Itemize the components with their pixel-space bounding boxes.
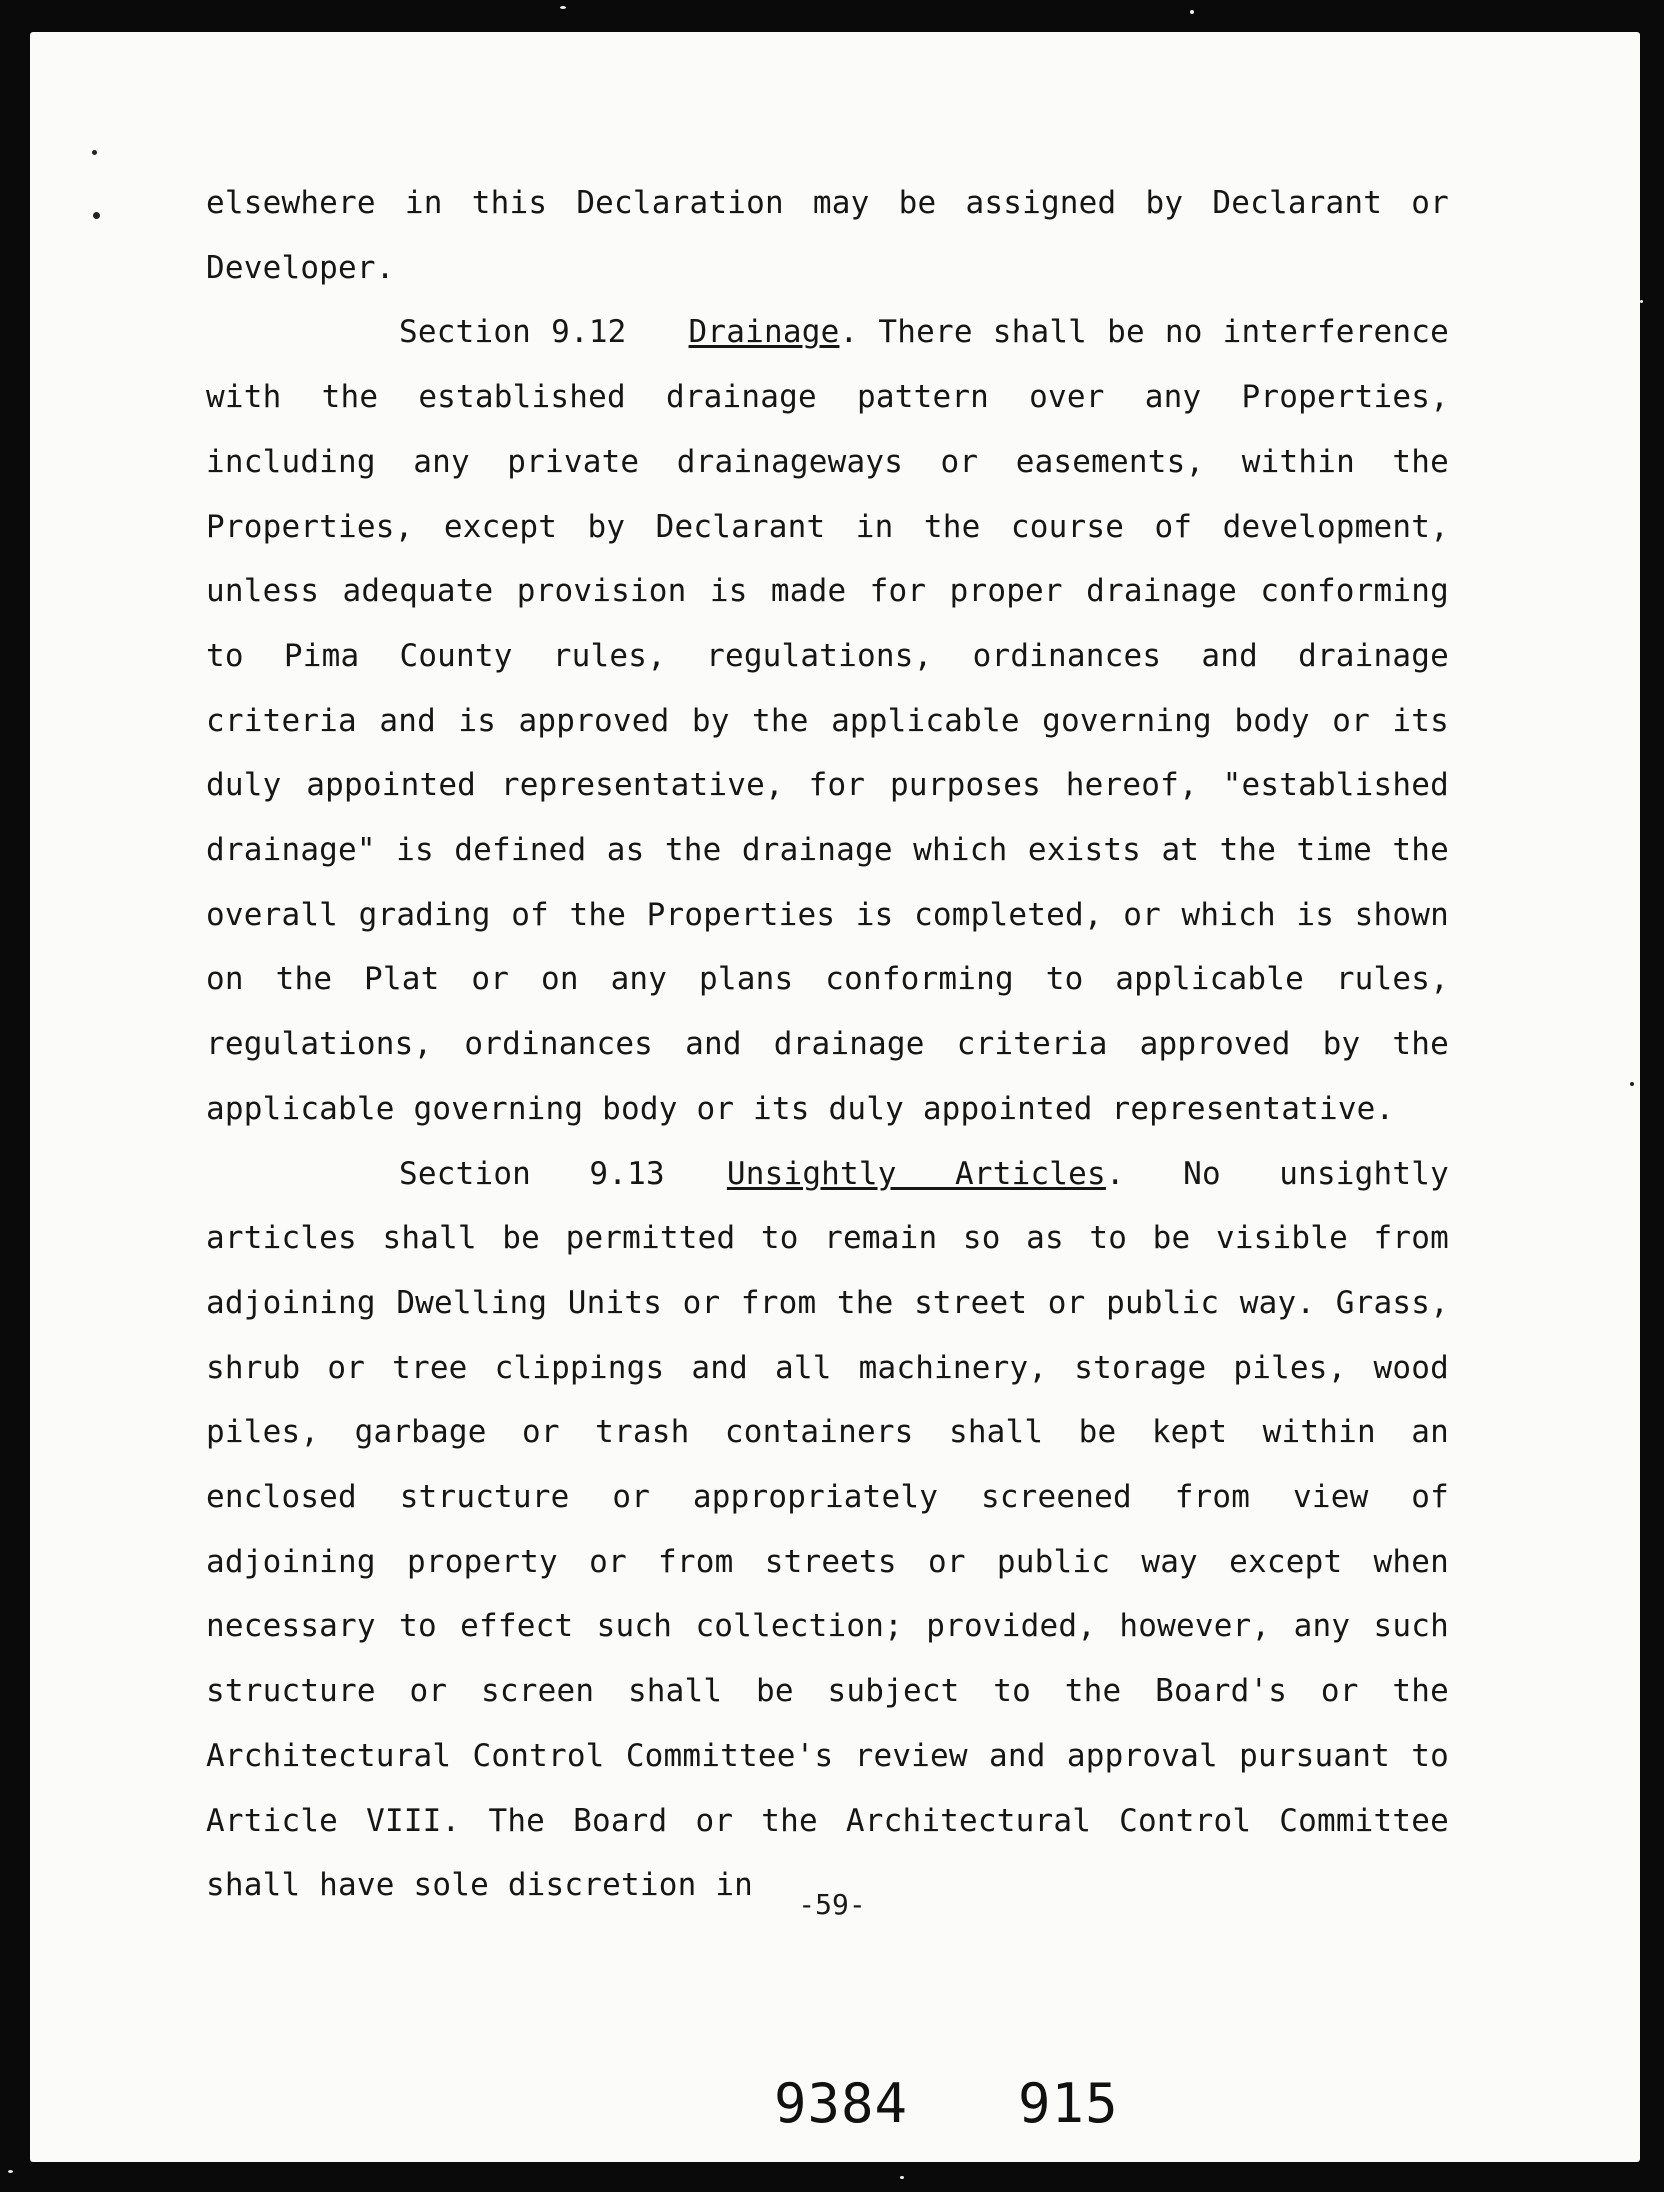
paragraph-section-9-13 bbox=[206, 1142, 1449, 1918]
section-heading-drainage: Drainage bbox=[688, 314, 840, 351]
footer-code-book: 9384 bbox=[774, 2072, 909, 2135]
paragraph-continuation bbox=[206, 171, 1449, 300]
paragraph-text: elsewhere in this Declaration may be assigned by Declarant or Developer. bbox=[206, 185, 1449, 286]
footer-code-page: 915 bbox=[1018, 2072, 1119, 2135]
page-number: -59- bbox=[798, 1888, 866, 1921]
section-label: Section 9.12 bbox=[399, 314, 627, 351]
section-heading-unsightly-articles: Unsightly Articles bbox=[726, 1155, 1106, 1192]
body-text bbox=[206, 171, 1449, 1918]
footer-recording-codes bbox=[774, 2072, 1119, 2135]
paragraph-section-9-12 bbox=[206, 300, 1449, 1141]
paragraph-text: . No unsightly articles shall be permitted to remain so as to be visible from adjoining Dwelling Units or from the street or public way. Grass, shrub or tree clippings and all machinery, storage piles, wood piles, garbage or trash containers shall be kept within an enclosed structure or appropriately screened from view of adjoining property or from streets or public way except when necessary to effect such collection; provided, however, any such structure or screen shall be subject to the Board's or the Architectural Control Committee's review and approval pursuant to Article VIII. The Board or the Architectural Control Committee shall have sole discretion in bbox=[206, 1155, 1449, 1904]
paragraph-text: . There shall be no interference with the established drainage pattern over any Properties, including any private drainageways or easements, within the Properties, except by Declarant in the course of development, unless adequate provision is made for proper drainage conforming to Pima County rules, regulations, ordinances and drainage criteria and is approved by the applicable governing body or its duly appointed representative, for purposes hereof, "established drainage" is defined as the drainage which exists at the time the overall grading of the Properties is completed, or which is shown on the Plat or on any plans conforming to applicable rules, regulations, ordinances and drainage criteria approved by the applicable governing body or its duly appointed representative. bbox=[206, 314, 1449, 1127]
section-label: Section 9.13 bbox=[399, 1155, 665, 1192]
